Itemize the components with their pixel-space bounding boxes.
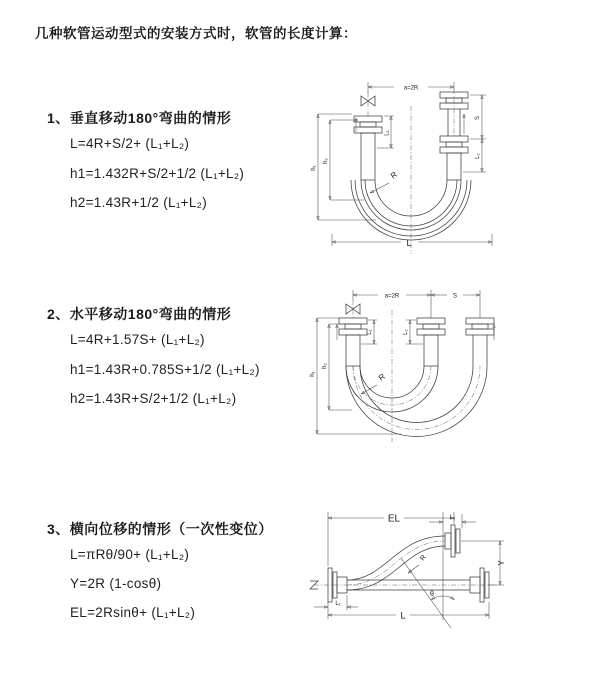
- formula-y: Y=2R (1-cosθ): [70, 576, 162, 591]
- dim-label-l2: L₂: [449, 515, 456, 521]
- dim-label-l2: L₂: [475, 153, 481, 159]
- dim-label-y: Y: [497, 560, 506, 566]
- diagram-lateral-displacement: [298, 498, 594, 650]
- formula-length: L=4R+S/2+ (L₁+L₂): [70, 136, 190, 151]
- formula-length: L=πRθ/90+ (L₁+L₂): [70, 547, 190, 562]
- section-2-heading: 2、水平移动180°弯曲的情形: [47, 306, 232, 322]
- formula-h1: h1=1.43R+0.785S+1/2 (L₁+L₂): [70, 362, 260, 377]
- dim-label-h1: h₁: [311, 165, 317, 171]
- braided-hose-section: [447, 153, 461, 180]
- hose-u-drawing: [310, 290, 494, 442]
- diagram-horizontal-180-bend: [306, 282, 562, 450]
- tangent-line: [401, 558, 451, 628]
- dim-label-theta: θ: [430, 591, 434, 598]
- dim-label-length: L: [400, 610, 406, 621]
- dim-label-length: L: [406, 238, 412, 248]
- dim-label-l2: L₂: [403, 329, 409, 335]
- dim-label-el: EL: [387, 513, 401, 525]
- braided-hose-section: [361, 133, 375, 180]
- formula-h2: h2=1.43R+1/2 (L₁+L₂): [70, 195, 208, 210]
- dim-label-h2: h₂: [322, 363, 328, 369]
- section-1-heading: 1、垂直移动180°弯曲的情形: [47, 110, 232, 126]
- dim-label-radius: R: [376, 371, 387, 383]
- dim-label-l1: L₁: [384, 130, 391, 136]
- dim-label-l1: L₁: [335, 601, 341, 607]
- hose-s-curve-drawing: [310, 512, 506, 628]
- dim-label-h1: h₁: [310, 371, 316, 377]
- dim-label-width: a=2R: [403, 85, 419, 92]
- formula-h1: h1=1.432R+S/2+1/2 (L₁+L₂): [70, 166, 245, 181]
- page-title: 几种软管运动型式的安装方式时，软管的长度计算：: [35, 26, 357, 41]
- section-3-heading: 3、横向位移的情形（一次性变位）: [47, 521, 273, 537]
- dim-label-radius: R: [419, 553, 428, 563]
- dim-label-width: a=2R: [384, 293, 400, 300]
- dim-label-l1: L₁: [367, 329, 373, 335]
- dim-label-h2: h₂: [323, 158, 329, 164]
- dim-label-radius: R: [388, 169, 399, 181]
- braided-hose-section: [346, 335, 360, 366]
- diagram-vertical-180-bend: [306, 76, 548, 262]
- formula-h2: h2=1.43R+S/2+1/2 (L₁+L₂): [70, 391, 237, 406]
- formula-el: EL=2Rsinθ+ (L₁+L₂): [70, 605, 196, 620]
- formula-length: L=4R+1.57S+ (L₁+L₂): [70, 332, 205, 347]
- hose-u-drawing: [311, 82, 492, 254]
- dim-label-stroke: S: [452, 293, 458, 300]
- braided-hose-section: [424, 335, 438, 366]
- dim-label-stroke: S: [475, 115, 481, 121]
